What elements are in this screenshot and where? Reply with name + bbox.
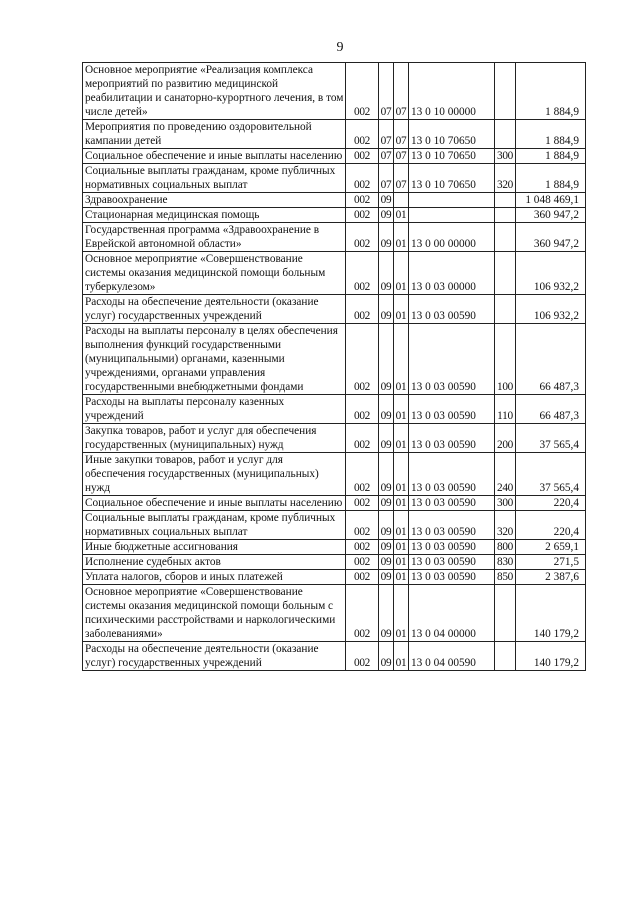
expense-type-code: 300 — [495, 496, 516, 511]
amount: 140 179,2 — [516, 642, 586, 671]
subsection-code: 01 — [394, 324, 409, 395]
section-code: 09 — [379, 193, 394, 208]
ministry-code: 002 — [346, 570, 379, 585]
expense-type-code: 850 — [495, 570, 516, 585]
ministry-code: 002 — [346, 208, 379, 223]
amount: 37 565,4 — [516, 453, 586, 496]
section-code: 07 — [379, 149, 394, 164]
section-code: 07 — [379, 120, 394, 149]
section-code: 09 — [379, 223, 394, 252]
table-row — [83, 555, 586, 570]
subsection-code: 01 — [394, 585, 409, 642]
target-article-code: 13 0 10 00000 — [409, 63, 495, 120]
amount: 1 048 469,1 — [516, 193, 586, 208]
table-row — [83, 295, 586, 324]
ministry-code: 002 — [346, 453, 379, 496]
amount: 1 884,9 — [516, 63, 586, 120]
subsection-code: 07 — [394, 164, 409, 193]
section-code: 09 — [379, 585, 394, 642]
item-name: Государственная программа «Здравоохранение в Еврейской автономной области» — [83, 223, 346, 252]
table-row — [83, 324, 586, 395]
section-code: 07 — [379, 63, 394, 120]
subsection-code: 01 — [394, 424, 409, 453]
subsection-code — [394, 193, 409, 208]
target-article-code: 13 0 00 00000 — [409, 223, 495, 252]
item-name: Иные бюджетные ассигнования — [83, 540, 346, 555]
section-code: 09 — [379, 453, 394, 496]
budget-table — [82, 62, 586, 671]
section-code: 09 — [379, 642, 394, 671]
page-number: 9 — [336, 40, 344, 55]
expense-type-code — [495, 642, 516, 671]
table-row — [83, 424, 586, 453]
amount: 37 565,4 — [516, 424, 586, 453]
ministry-code: 002 — [346, 63, 379, 120]
item-name: Расходы на выплаты персоналу казенных учреждений — [83, 395, 346, 424]
ministry-code: 002 — [346, 395, 379, 424]
item-name: Расходы на выплаты персоналу в целях обеспечения выполнения функций государственными (муниципальными) органами, казенными учреждениями, органами управления государственными внебюджетными фондами — [83, 324, 346, 395]
expense-type-code — [495, 585, 516, 642]
subsection-code: 01 — [394, 570, 409, 585]
section-code: 07 — [379, 164, 394, 193]
table-row — [83, 395, 586, 424]
expense-type-code: 100 — [495, 324, 516, 395]
expense-type-code: 110 — [495, 395, 516, 424]
ministry-code: 002 — [346, 120, 379, 149]
amount: 140 179,2 — [516, 585, 586, 642]
amount: 66 487,3 — [516, 324, 586, 395]
budget-table-body — [83, 63, 586, 671]
ministry-code: 002 — [346, 540, 379, 555]
target-article-code — [409, 193, 495, 208]
item-name: Уплата налогов, сборов и иных платежей — [83, 570, 346, 585]
subsection-code: 01 — [394, 511, 409, 540]
amount: 220,4 — [516, 496, 586, 511]
subsection-code: 01 — [394, 395, 409, 424]
target-article-code: 13 0 04 00590 — [409, 642, 495, 671]
target-article-code: 13 0 10 70650 — [409, 120, 495, 149]
item-name: Социальные выплаты гражданам, кроме публичных нормативных социальных выплат — [83, 511, 346, 540]
section-code: 09 — [379, 555, 394, 570]
ministry-code: 002 — [346, 496, 379, 511]
table-row — [83, 642, 586, 671]
table-row — [83, 252, 586, 295]
item-name: Основное мероприятие «Совершенствование системы оказания медицинской помощи больным туберкулезом» — [83, 252, 346, 295]
subsection-code: 01 — [394, 642, 409, 671]
target-article-code: 13 0 03 00590 — [409, 511, 495, 540]
amount: 106 932,2 — [516, 295, 586, 324]
amount: 220,4 — [516, 511, 586, 540]
section-code: 09 — [379, 496, 394, 511]
amount: 106 932,2 — [516, 252, 586, 295]
item-name: Основное мероприятие «Реализация комплекса мероприятий по развитию медицинской реабилитации и санаторно-курортного лечения, в том числе детей» — [83, 63, 346, 120]
expense-type-code: 320 — [495, 511, 516, 540]
expense-type-code: 240 — [495, 453, 516, 496]
table-row — [83, 585, 586, 642]
item-name: Расходы на обеспечение деятельности (оказание услуг) государственных учреждений — [83, 642, 346, 671]
item-name: Социальное обеспечение и иные выплаты населению — [83, 149, 346, 164]
table-row — [83, 193, 586, 208]
amount: 360 947,2 — [516, 208, 586, 223]
section-code: 09 — [379, 511, 394, 540]
subsection-code: 07 — [394, 149, 409, 164]
amount: 360 947,2 — [516, 223, 586, 252]
target-article-code: 13 0 03 00590 — [409, 496, 495, 511]
subsection-code: 07 — [394, 120, 409, 149]
ministry-code: 002 — [346, 511, 379, 540]
amount: 66 487,3 — [516, 395, 586, 424]
section-code: 09 — [379, 424, 394, 453]
table-row — [83, 540, 586, 555]
ministry-code: 002 — [346, 324, 379, 395]
table-row — [83, 63, 586, 120]
ministry-code: 002 — [346, 193, 379, 208]
item-name: Стационарная медицинская помощь — [83, 208, 346, 223]
table-row — [83, 164, 586, 193]
subsection-code: 01 — [394, 208, 409, 223]
section-code: 09 — [379, 570, 394, 585]
expense-type-code: 200 — [495, 424, 516, 453]
target-article-code: 13 0 03 00000 — [409, 252, 495, 295]
target-article-code: 13 0 03 00590 — [409, 324, 495, 395]
table-row — [83, 496, 586, 511]
ministry-code: 002 — [346, 223, 379, 252]
section-code: 09 — [379, 540, 394, 555]
table-row — [83, 149, 586, 164]
item-name: Социальные выплаты гражданам, кроме публичных нормативных социальных выплат — [83, 164, 346, 193]
table-row — [83, 120, 586, 149]
table-row — [83, 570, 586, 585]
expense-type-code — [495, 208, 516, 223]
expense-type-code — [495, 223, 516, 252]
amount: 1 884,9 — [516, 149, 586, 164]
amount: 1 884,9 — [516, 120, 586, 149]
amount: 2 387,6 — [516, 570, 586, 585]
target-article-code: 13 0 03 00590 — [409, 540, 495, 555]
target-article-code: 13 0 03 00590 — [409, 295, 495, 324]
ministry-code: 002 — [346, 424, 379, 453]
ministry-code: 002 — [346, 642, 379, 671]
table-row — [83, 208, 586, 223]
section-code: 09 — [379, 252, 394, 295]
table-row — [83, 453, 586, 496]
subsection-code: 01 — [394, 540, 409, 555]
target-article-code: 13 0 04 00000 — [409, 585, 495, 642]
ministry-code: 002 — [346, 555, 379, 570]
expense-type-code — [495, 63, 516, 120]
subsection-code: 01 — [394, 496, 409, 511]
ministry-code: 002 — [346, 585, 379, 642]
table-row — [83, 223, 586, 252]
item-name: Здравоохранение — [83, 193, 346, 208]
target-article-code: 13 0 10 70650 — [409, 149, 495, 164]
target-article-code: 13 0 03 00590 — [409, 395, 495, 424]
ministry-code: 002 — [346, 295, 379, 324]
item-name: Закупка товаров, работ и услуг для обеспечения государственных (муниципальных) нужд — [83, 424, 346, 453]
item-name: Мероприятия по проведению оздоровительной кампании детей — [83, 120, 346, 149]
ministry-code: 002 — [346, 252, 379, 295]
item-name: Основное мероприятие «Совершенствование системы оказания медицинской помощи больным с психическими расстройствами и наркологическими заболеваниями» — [83, 585, 346, 642]
expense-type-code — [495, 295, 516, 324]
section-code: 09 — [379, 324, 394, 395]
target-article-code: 13 0 03 00590 — [409, 555, 495, 570]
expense-type-code: 320 — [495, 164, 516, 193]
subsection-code: 01 — [394, 555, 409, 570]
subsection-code: 01 — [394, 295, 409, 324]
amount: 271,5 — [516, 555, 586, 570]
expense-type-code: 830 — [495, 555, 516, 570]
expense-type-code — [495, 252, 516, 295]
target-article-code — [409, 208, 495, 223]
section-code: 09 — [379, 208, 394, 223]
target-article-code: 13 0 03 00590 — [409, 453, 495, 496]
target-article-code: 13 0 03 00590 — [409, 570, 495, 585]
item-name: Расходы на обеспечение деятельности (оказание услуг) государственных учреждений — [83, 295, 346, 324]
amount: 1 884,9 — [516, 164, 586, 193]
target-article-code: 13 0 03 00590 — [409, 424, 495, 453]
subsection-code: 01 — [394, 453, 409, 496]
item-name: Исполнение судебных актов — [83, 555, 346, 570]
expense-type-code — [495, 120, 516, 149]
ministry-code: 002 — [346, 164, 379, 193]
expense-type-code: 800 — [495, 540, 516, 555]
amount: 2 659,1 — [516, 540, 586, 555]
ministry-code: 002 — [346, 149, 379, 164]
expense-type-code: 300 — [495, 149, 516, 164]
table-row — [83, 511, 586, 540]
expense-type-code — [495, 193, 516, 208]
target-article-code: 13 0 10 70650 — [409, 164, 495, 193]
item-name: Социальное обеспечение и иные выплаты населению — [83, 496, 346, 511]
subsection-code: 01 — [394, 223, 409, 252]
section-code: 09 — [379, 395, 394, 424]
item-name: Иные закупки товаров, работ и услуг для обеспечения государственных (муниципальных) нужд — [83, 453, 346, 496]
subsection-code: 01 — [394, 252, 409, 295]
section-code: 09 — [379, 295, 394, 324]
subsection-code: 07 — [394, 63, 409, 120]
